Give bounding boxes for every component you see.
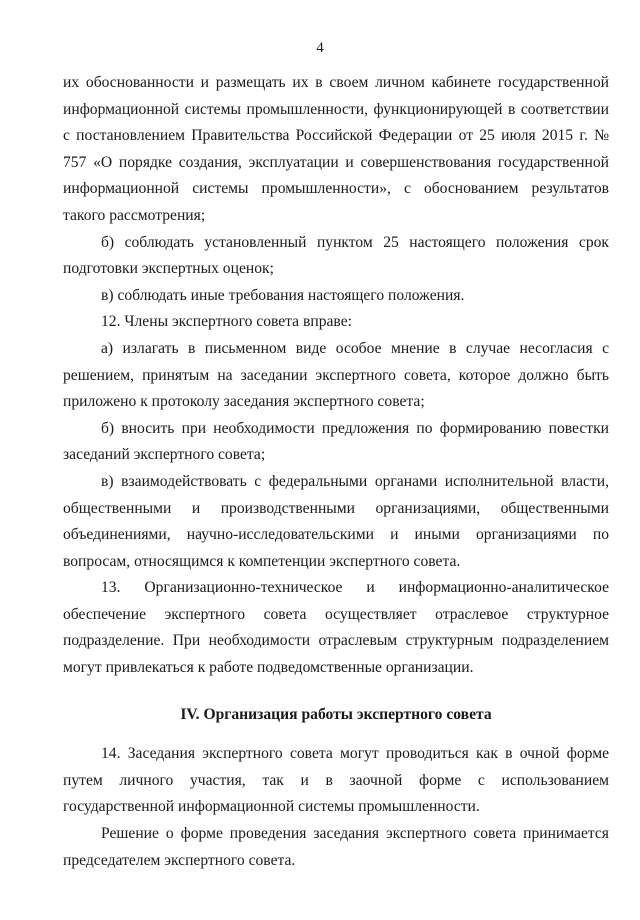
paragraph-12a: а) излагать в письменном виде особое мнение в случае несогласия с решением, принятым на заседании экспертного совета, которое должно быть приложено к протоколу заседания экспертного совета; (63, 339, 609, 411)
page-number: 4 (316, 40, 324, 56)
paragraph-11v: в) соблюдать иные требования настоящего положения. (101, 286, 465, 304)
section-heading: IV. Организация работы экспертного совета (180, 705, 492, 723)
paragraph-12: 12. Члены экспертного совета вправе: (101, 313, 352, 331)
document-body (63, 70, 609, 874)
paragraph-13: 13. Организационно-техническое и информационно-аналитическое обеспечение экспертного совета осуществляет отраслевое структурное подразделение. При необходимости отраслевым структурным подразделением могут привлекаться к работе подведомственные организации. (63, 579, 609, 677)
paragraph-12b: б) вносить при необходимости предложения по формированию повестки заседаний экспертного совета; (63, 419, 609, 464)
paragraph-14: 14. Заседания экспертного совета могут проводиться как в очной форме путем личного участия, так и в заочной форме с использованием государственной информационной системы промышленности. (63, 745, 609, 816)
paragraph-11b: б) соблюдать установленный пунктом 25 настоящего положения срок подготовки экспертных оценок; (63, 233, 609, 278)
paragraph-11a-continuation: их обоснованности и размещать их в своем личном кабинете государственной информационной системы промышленности, функционирующей в соответствии с постановлением Правительства Российской Федерации от 25 июля 2015 г. № 757 «О порядке создания, эксплуатации и совершенствования государственной информационной системы промышленности», с обоснованием результатов такого рассмотрения; (63, 74, 609, 224)
paragraph-14-decision: Решение о форме проведения заседания экспертного совета принимается председателем экспертного совета. (63, 825, 609, 869)
paragraph-12v: в) взаимодействовать с федеральными органами исполнительной власти, общественными и производственными организациями, общественными объединениями, научно-исследовательскими и иными организациями по вопросам, относящимся к компетенции экспертного совета. (63, 472, 609, 570)
